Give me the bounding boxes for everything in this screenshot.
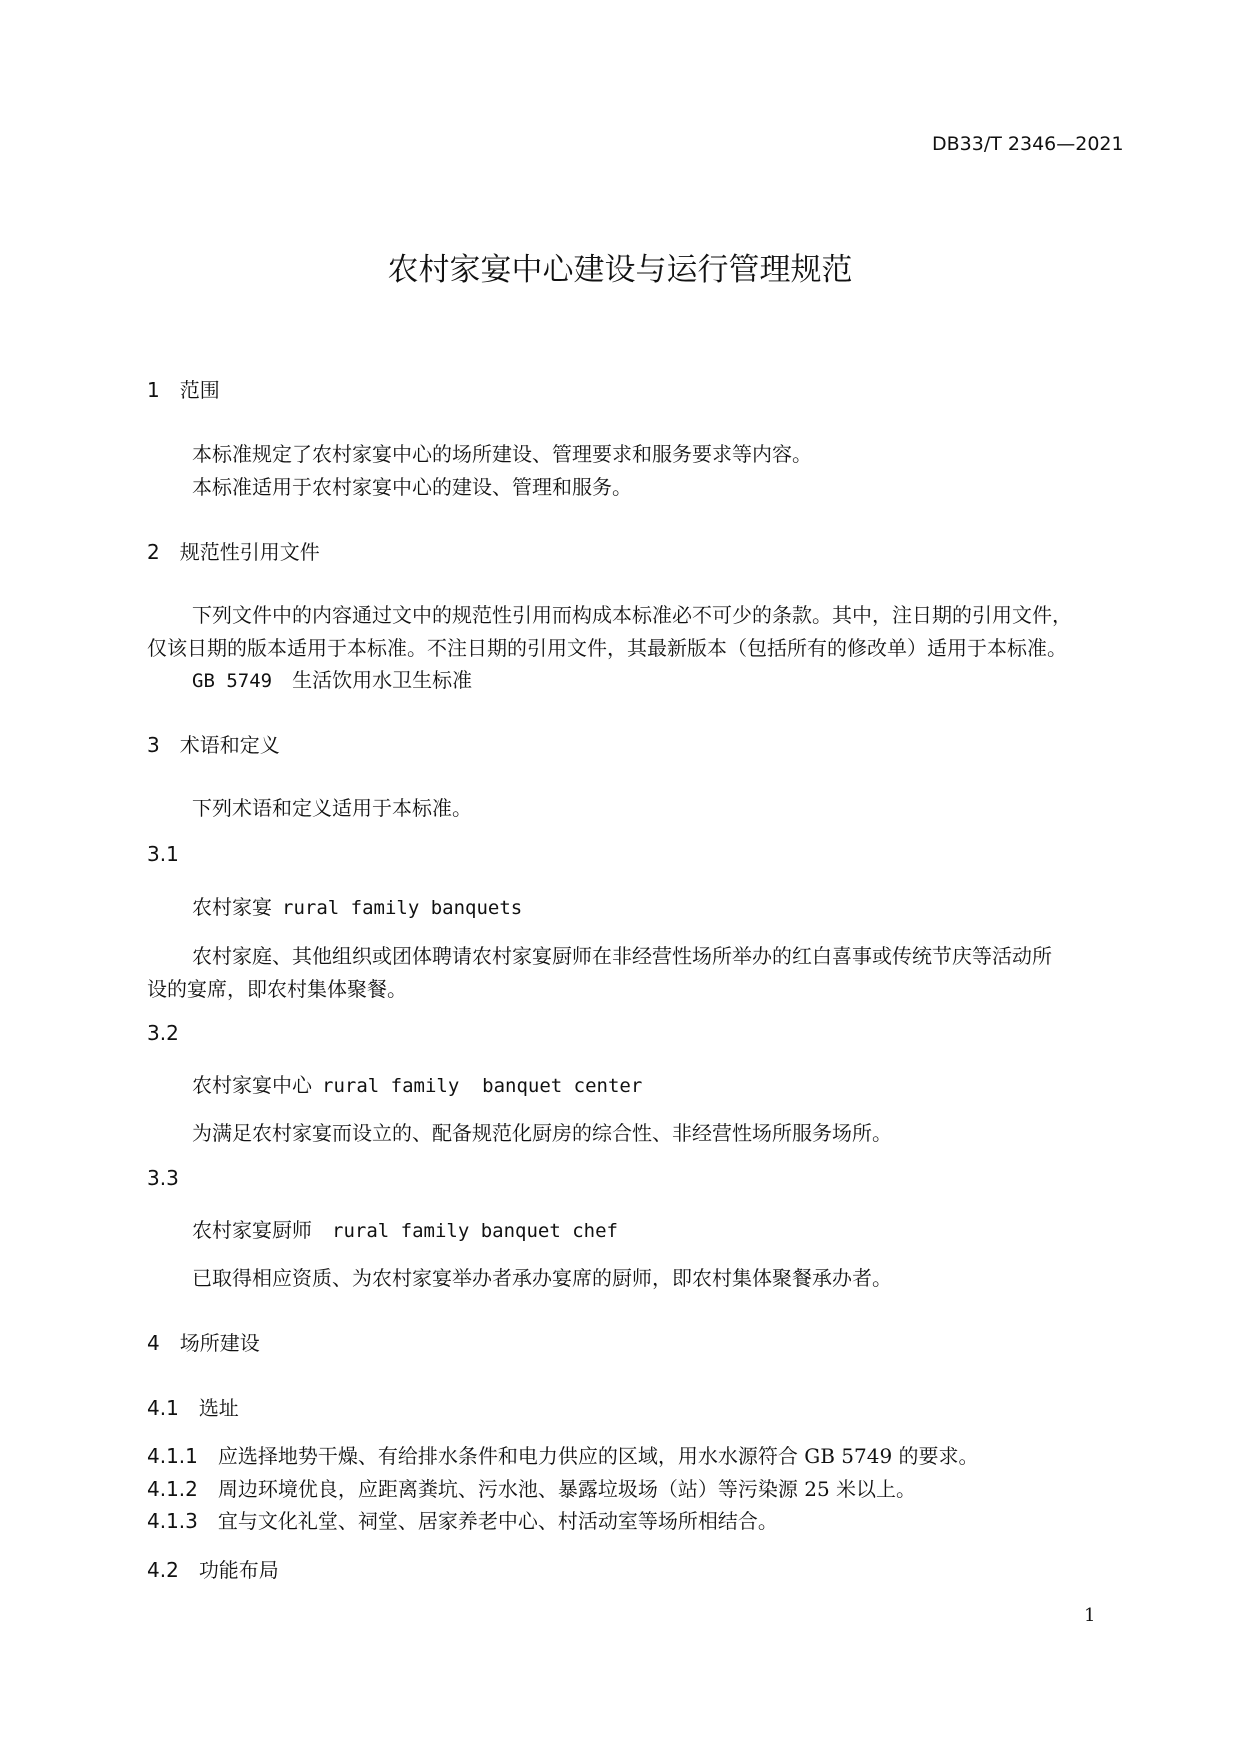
- page-number: 1: [1084, 1605, 1096, 1626]
- clause-item: [147, 1473, 916, 1502]
- term-heading: [192, 891, 522, 920]
- document-code: DB33/T 2346—2021: [932, 133, 1124, 155]
- term-chinese: 农村家宴厨师: [192, 1218, 312, 1242]
- subsection-title: 选址: [198, 1396, 239, 1420]
- term-number: 3.3: [147, 1166, 179, 1190]
- subsection-title: 功能布局: [198, 1558, 279, 1582]
- clause-number: 4.1.2: [147, 1477, 198, 1501]
- subsection-4-2-heading: [147, 1554, 279, 1583]
- section-title: 规范性引用文件: [179, 540, 320, 564]
- term-definition: 农村家庭、其他组织或团体聘请农村家宴厨师在非经营性场所举办的红白喜事或传统节庆等活动所: [192, 944, 1052, 968]
- section-number: 3: [147, 733, 160, 757]
- reference-title: 生活饮用水卫生标准: [292, 668, 473, 692]
- paragraph: 本标准规定了农村家宴中心的场所建设、管理要求和服务要求等内容。: [192, 442, 812, 466]
- paragraph: 本标准适用于农村家宴中心的建设、管理和服务。: [192, 475, 632, 499]
- section-number: 1: [147, 378, 160, 402]
- clause-item: [147, 1505, 778, 1534]
- subsection-number: 4.2: [147, 1558, 179, 1582]
- term-chinese: 农村家宴: [192, 895, 272, 919]
- clause-text: 宜与文化礼堂、祠堂、居家养老中心、村活动室等场所相结合。: [217, 1509, 778, 1533]
- subsection-4-1-heading: [147, 1392, 239, 1421]
- paragraph: 下列术语和定义适用于本标准。: [192, 796, 472, 820]
- section-number: 4: [147, 1331, 160, 1355]
- term-english: rural family banquet center: [322, 1075, 643, 1097]
- section-1-heading: [147, 374, 220, 403]
- term-definition: 为满足农村家宴而设立的、配备规范化厨房的综合性、非经营性场所服务场所。: [192, 1121, 892, 1145]
- term-chinese: 农村家宴中心: [192, 1073, 312, 1097]
- subsection-number: 4.1: [147, 1396, 179, 1420]
- term-definition: 已取得相应资质、为农村家宴举办者承办宴席的厨师，即农村集体聚餐承办者。: [192, 1266, 892, 1290]
- section-title: 术语和定义: [179, 733, 280, 757]
- section-number: 2: [147, 540, 160, 564]
- clause-text: 应选择地势干燥、有给排水条件和电力供应的区域，用水水源符合 GB 5749 的要求。: [217, 1444, 979, 1468]
- clause-item: [147, 1440, 979, 1469]
- clause-text: 周边环境优良，应距离粪坑、污水池、暴露垃圾场（站）等污染源 25 米以上。: [217, 1477, 917, 1501]
- clause-number: 4.1.3: [147, 1509, 198, 1533]
- term-english: rural family banquets: [282, 897, 523, 919]
- term-number: 3.2: [147, 1021, 179, 1045]
- section-4-heading: [147, 1327, 260, 1356]
- section-title: 范围: [179, 378, 220, 402]
- section-title: 场所建设: [179, 1331, 260, 1355]
- paragraph: 下列文件中的内容通过文中的规范性引用而构成本标准必不可少的条款。其中，注日期的引用文件，: [192, 603, 1072, 627]
- normative-reference: [192, 664, 472, 693]
- section-2-heading: [147, 536, 320, 565]
- clause-number: 4.1.1: [147, 1444, 198, 1468]
- document-title: 农村家宴中心建设与运行管理规范: [387, 252, 853, 288]
- term-heading: [192, 1214, 618, 1243]
- reference-code: GB 5749: [192, 670, 273, 692]
- section-3-heading: [147, 729, 280, 758]
- term-number: 3.1: [147, 842, 179, 866]
- term-english: rural family banquet chef: [332, 1220, 618, 1242]
- term-heading: [192, 1069, 642, 1098]
- term-definition: 设的宴席，即农村集体聚餐。: [147, 977, 407, 1001]
- paragraph: 仅该日期的版本适用于本标准。不注日期的引用文件，其最新版本（包括所有的修改单）适用于本标准。: [147, 636, 1067, 660]
